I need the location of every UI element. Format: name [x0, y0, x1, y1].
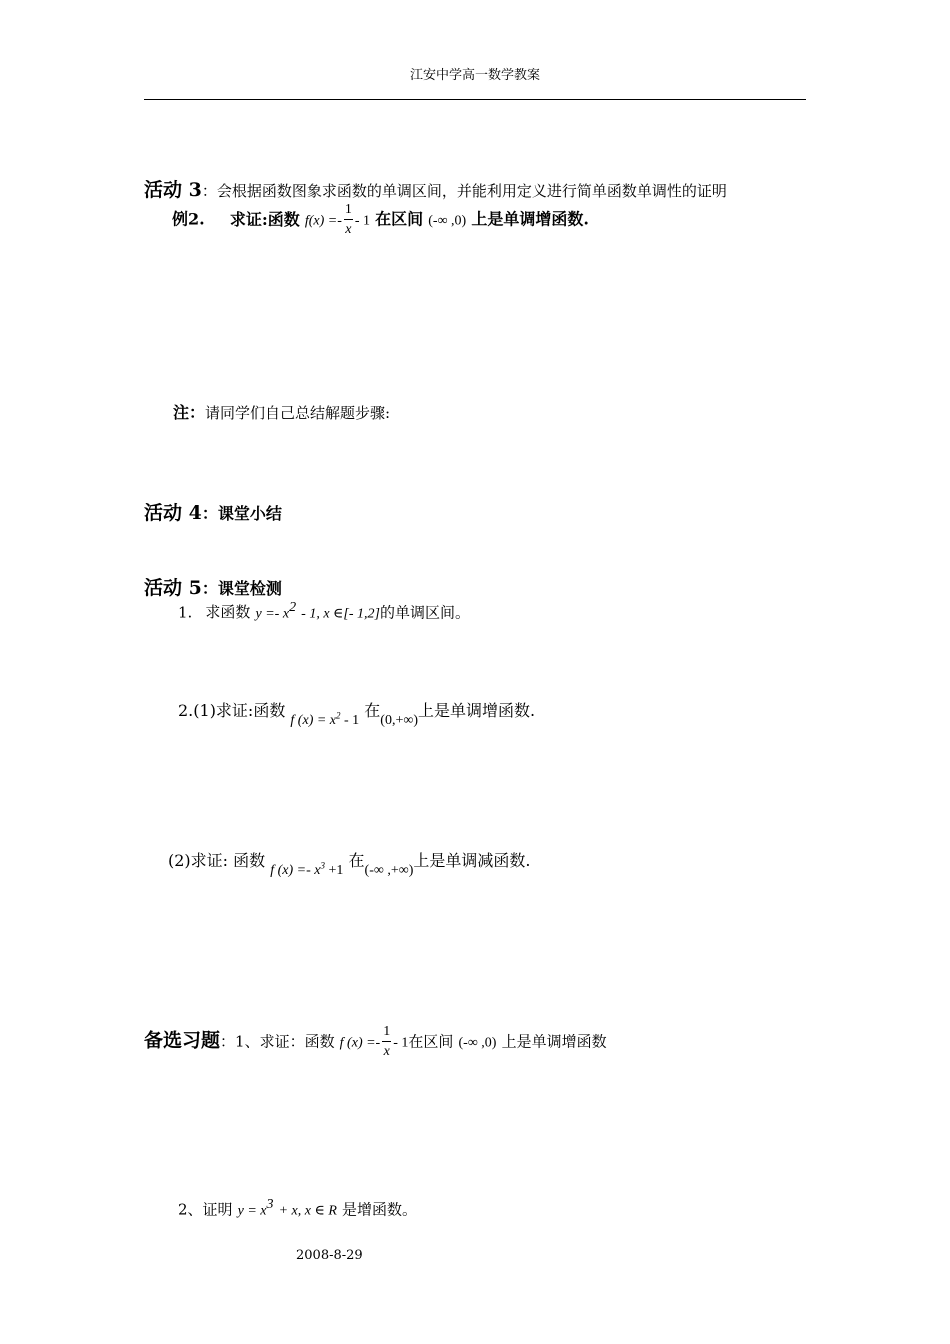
- activity3-sep: ：: [201, 182, 217, 200]
- q2a-prefix: 2.(1)求证:函数: [178, 701, 286, 720]
- activity4-heading: 活动 4: [144, 502, 202, 524]
- activity5-q2b: [168, 848, 531, 878]
- q1-suffix: 的单调区间。: [379, 603, 470, 622]
- optional-q2-expr-sup: 3: [266, 1197, 274, 1212]
- example2-f-lhs: f(x) =-: [304, 213, 342, 229]
- q2b-suffix: 上是单调减函数.: [413, 851, 531, 870]
- q1-expr-a: y =- x: [255, 606, 290, 622]
- q1-num: 1.: [178, 603, 193, 622]
- optional-q2-prefix: 2、证明: [178, 1200, 233, 1219]
- q1-prefix: 求函数: [205, 603, 251, 622]
- optional-q2-suffix: 是增函数。: [342, 1200, 418, 1219]
- header-rule: [144, 99, 806, 100]
- q2a-suffix: 上是单调增函数.: [418, 701, 536, 720]
- q2b-mid: 在: [348, 851, 365, 870]
- optional-q1-f-tail: - 1: [393, 1035, 409, 1051]
- activity3-heading: 活动 3: [144, 179, 202, 201]
- q2b-expr: [270, 860, 344, 878]
- q2b-interval: (-∞ ,+∞): [364, 863, 414, 878]
- optional-q2-expr-a: y = x: [237, 1203, 267, 1219]
- optional-q1-prefix: 1、求证：函数: [235, 1032, 335, 1051]
- q2b-prefix: (2)求证: 函数: [168, 851, 266, 870]
- note-text: 请同学们自己总结解题步骤:: [205, 404, 391, 422]
- q2b-expr-b: +1: [328, 863, 344, 878]
- optional-q1-f-lhs: f (x) =-: [339, 1035, 381, 1051]
- activity5-q2a: [178, 698, 536, 728]
- activity4-sub: ：课堂小结: [201, 504, 282, 523]
- activity5-q1: [178, 600, 470, 622]
- optional-q1-mid: 在区间: [408, 1032, 454, 1051]
- optional-heading: 备选习题: [144, 1029, 221, 1052]
- q1-expr-sup: 2: [289, 600, 297, 615]
- activity3-line: [144, 175, 727, 202]
- optional-q1-suffix: 上是单调增函数: [501, 1032, 607, 1051]
- optional-q2: [178, 1197, 417, 1219]
- example2-fraction: [344, 203, 353, 237]
- q2b-expr-sup: 3: [320, 860, 326, 871]
- q2a-expr-sup: 2: [336, 710, 341, 721]
- example2-interval: (-∞ ,0): [428, 213, 467, 229]
- example2-prefix: 求证:函数: [229, 209, 300, 229]
- example2-suffix: 上是单调增函数.: [471, 209, 589, 229]
- example2-f-tail: - 1: [354, 213, 371, 229]
- note-label: 注：: [173, 403, 206, 422]
- optional-q1-interval: (-∞ ,0): [458, 1035, 497, 1051]
- activity3-desc: 会根据函数图象求函数的单调区间，并能利用定义进行简单函数单调性的证明: [216, 182, 727, 200]
- example2-mid: 在区间: [375, 209, 424, 229]
- optional-q1-frac-num: 1: [382, 1025, 391, 1042]
- optional-line: [144, 1025, 607, 1059]
- optional-sep: ：: [220, 1032, 236, 1051]
- example2-frac-den: x: [345, 222, 352, 237]
- q2a-mid: 在: [364, 701, 381, 720]
- optional-q1-fraction: [382, 1025, 391, 1059]
- q2a-expr: [290, 710, 360, 728]
- note-line: [173, 400, 390, 423]
- activity5-heading: 活动 5: [144, 577, 202, 599]
- q1-expr-b: - 1, x ∈[- 1,2]: [301, 606, 380, 622]
- q2a-interval: (0,+∞): [380, 713, 418, 728]
- activity5-line: [144, 573, 282, 600]
- q2b-expr-a: f (x) =- x: [270, 863, 321, 878]
- q2a-expr-a: f (x) = x: [290, 713, 337, 728]
- activity4-line: [144, 498, 282, 525]
- page-header: 江安中学高一数学教案: [409, 68, 540, 83]
- optional-q2-expr-b: + x, x ∈ R: [278, 1203, 337, 1219]
- activity5-sub: ：课堂检测: [201, 579, 282, 598]
- example2-label: 例2.: [172, 209, 205, 229]
- optional-q1-frac-den: x: [383, 1044, 390, 1059]
- example2-line: [172, 203, 589, 237]
- footer-date: 2008-8-29: [296, 1248, 363, 1263]
- example2-frac-num: 1: [344, 203, 353, 220]
- q2a-expr-b: - 1: [344, 713, 360, 728]
